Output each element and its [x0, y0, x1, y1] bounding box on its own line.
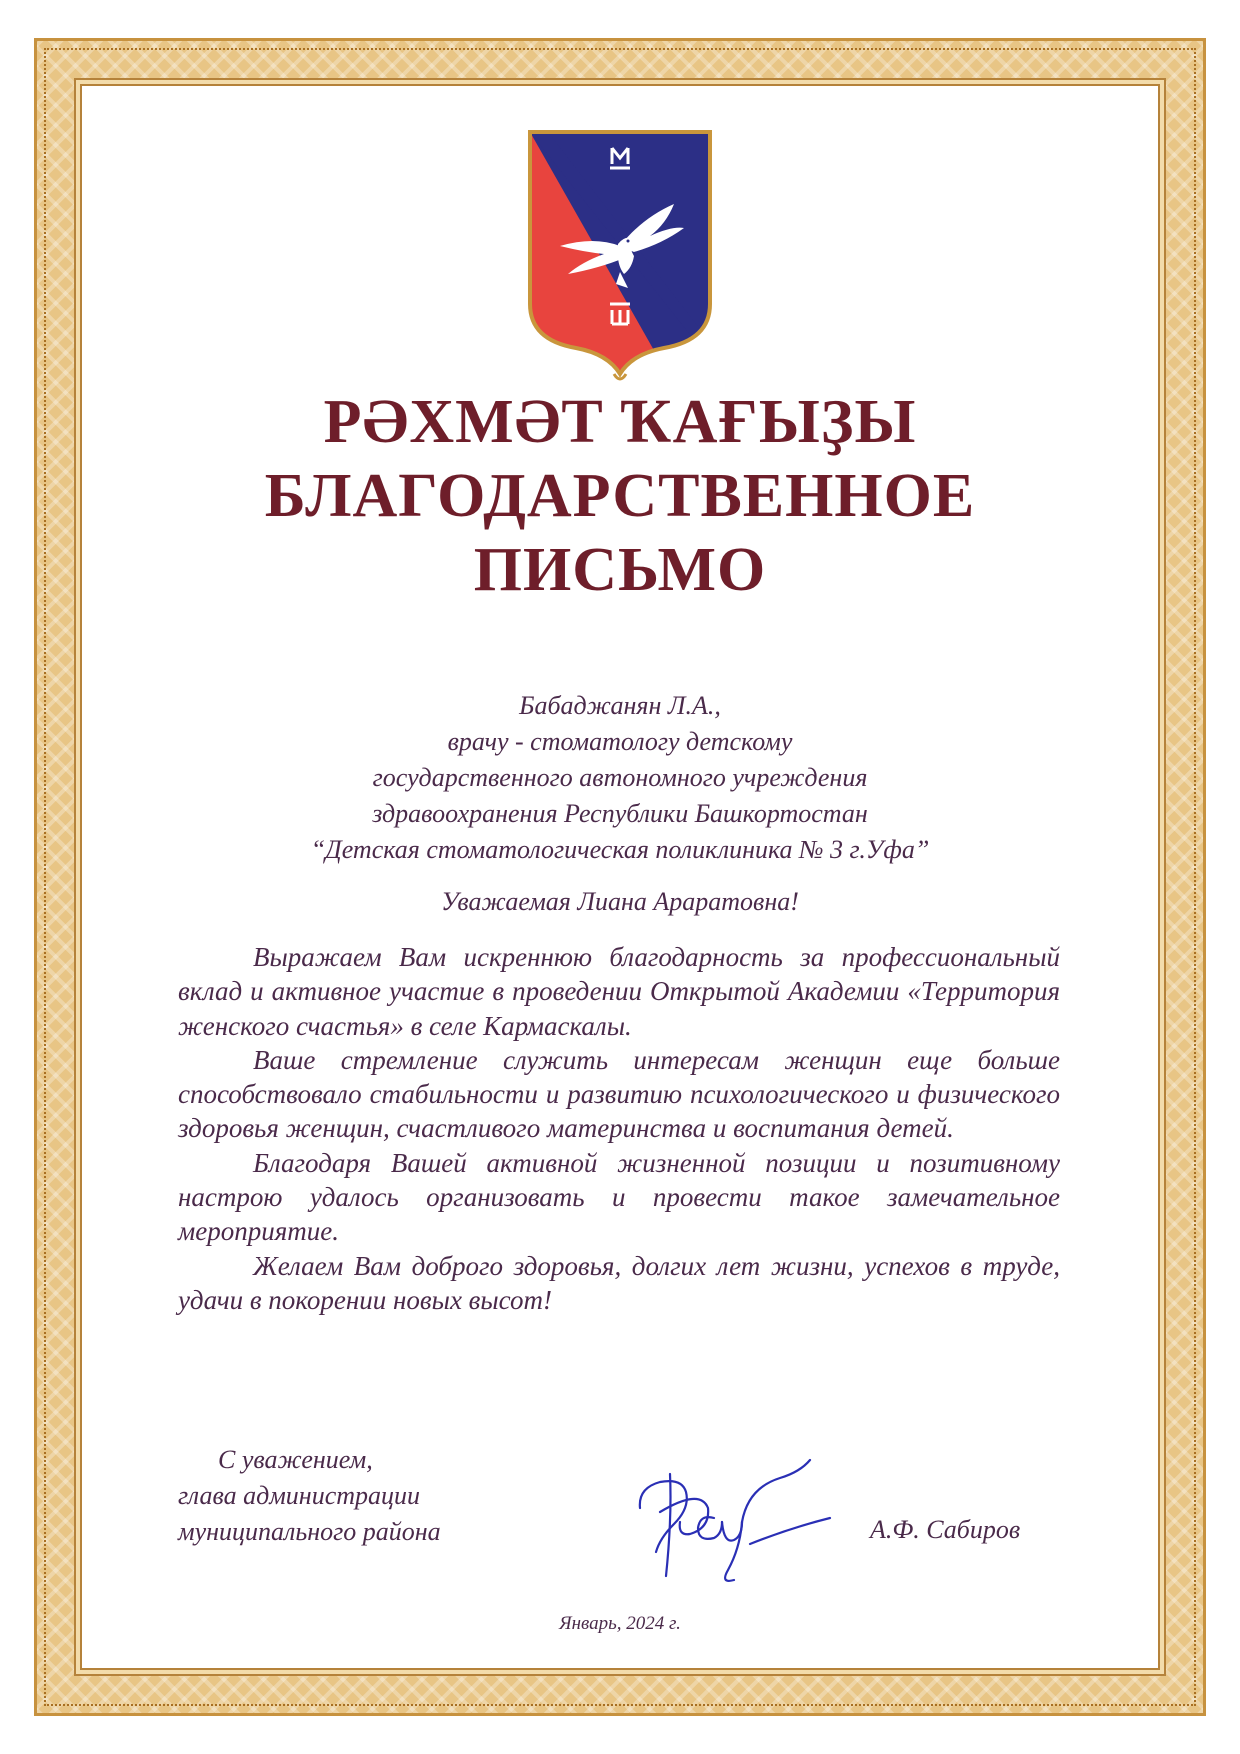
body-paragraph-2: Ваше стремление служить интересам женщин еще больше способствовало стабильности и развитию психологического и физического здоровья женщин, счастливого материнства и воспитания детей.: [178, 1044, 1060, 1144]
document-title: [100, 385, 1140, 607]
recipient-name: Бабаджанян Л.А.,: [519, 691, 721, 720]
body-paragraph-4: Желаем Вам доброго здоровья, долгих лет жизни, успехов в труде, удачи в покорении новых высот!: [178, 1250, 1060, 1315]
signer-name: А.Ф. Сабиров: [870, 1515, 1021, 1544]
title-bashkir: РӘХМӘТ ҠАҒЫҘЫ: [323, 388, 917, 456]
closing-title-line2: муниципального района: [178, 1517, 441, 1546]
letter-body: [178, 940, 1060, 1317]
body-paragraph-1: Выражаем Вам искреннюю благодарность за профессиональный вклад и активное участие в проведении Открытой Академии «Территория женского счастья» в селе Кармаскалы.: [178, 942, 1060, 1041]
recipient-block: [180, 688, 1060, 868]
title-russian-line1: БЛАГОДАРСТВЕННОЕ: [264, 462, 976, 530]
recipient-organization-line1: государственного автономного учреждения: [372, 763, 868, 792]
closing-title-line1: глава администрации: [178, 1481, 421, 1510]
closing-regards: С уважением,: [218, 1445, 373, 1474]
body-paragraph-3: Благодаря Вашей активной жизненной позиции и позитивному настрою удалось организовать и провести такое замечательное мероприятие.: [178, 1147, 1060, 1247]
closing-block: [178, 1442, 518, 1550]
recipient-organization-line2: здравоохранения Республики Башкортостан: [372, 799, 868, 828]
recipient-position: врачу - стоматологу детскому: [447, 727, 793, 756]
document-date: Январь, 2024 г.: [559, 1613, 681, 1634]
handwritten-signature-icon: [630, 1448, 840, 1588]
salutation: Уважаемая Лиана Араратовна!: [441, 887, 799, 916]
recipient-organization-name: “Детская стоматологическая поликлиника № 3 г.Уфа”: [310, 835, 930, 864]
title-russian-line2: ПИСЬМО: [473, 536, 767, 604]
coat-of-arms-icon: [524, 128, 716, 384]
